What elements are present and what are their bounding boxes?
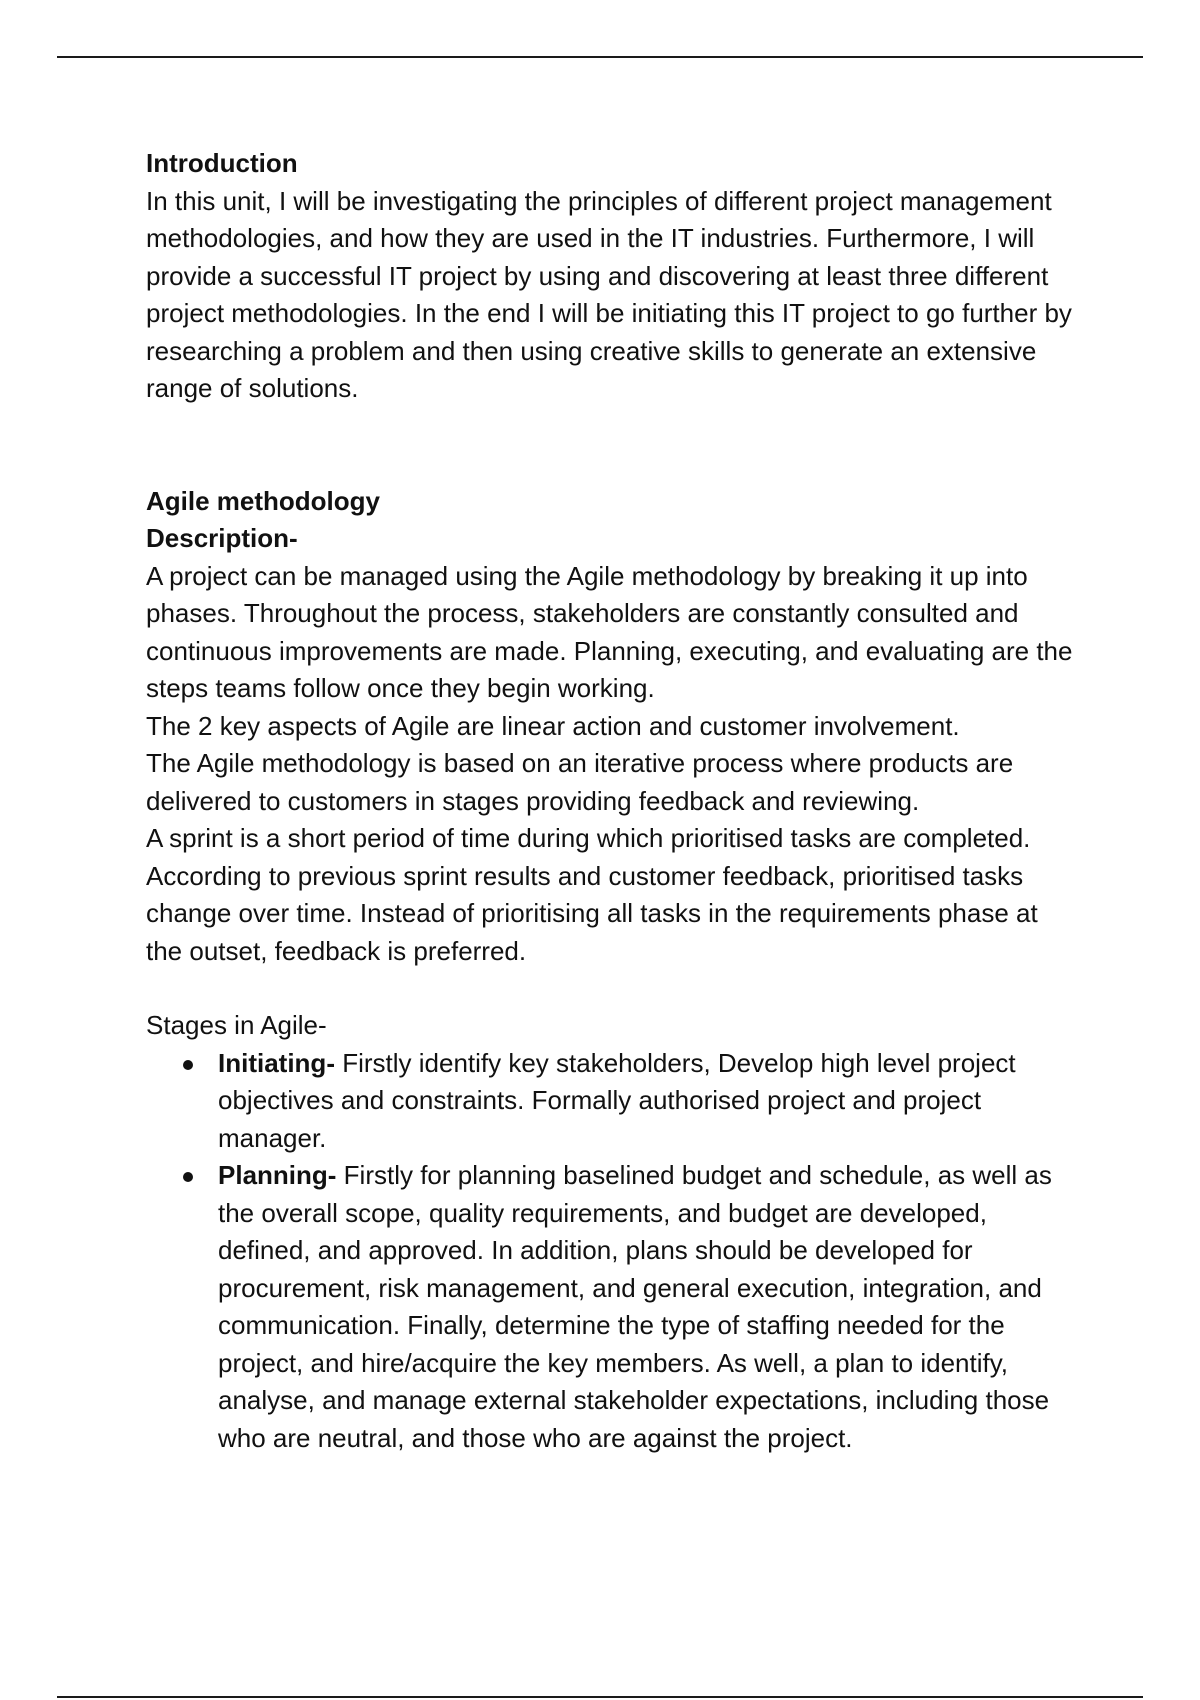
- description-paragraph-2: The 2 key aspects of Agile are linear action and customer involvement.: [146, 710, 960, 741]
- bullet-icon: [183, 1060, 193, 1070]
- list-item: [218, 1157, 1076, 1457]
- stage-text: Firstly for planning baselined budget and schedule, as well as the overall scope, quality requirements, and budget are developed, defined, and approved. In addition, plans should be developed for procurement, risk management, and general execution, integration, and communication. Finally, determine the type of staffing needed for the project, and hire/acquire the key members. As well, a plan to identify, analyse, and manage external stakeholder expectations, including those who are neutral, and those who are against the project.: [218, 1160, 1052, 1453]
- description-paragraph-4: A sprint is a short period of time during which prioritised tasks are completed. According to previous sprint results and customer feedback, prioritised tasks change over time. Instead of prioritising all tasks in the requirements phase at the outset, feedback is preferred.: [146, 823, 1038, 966]
- description-label: Description-: [146, 523, 298, 553]
- section-spacer: [146, 970, 1076, 1007]
- list-item: [218, 1045, 1076, 1158]
- agile-heading: Agile methodology: [146, 485, 380, 516]
- document-body: [146, 145, 1076, 1457]
- stages-label: Stages in Agile-: [146, 1010, 327, 1040]
- stages-list: [146, 1045, 1076, 1458]
- footer-rule: [57, 1696, 1143, 1698]
- stage-term: Initiating-: [218, 1047, 335, 1078]
- stage-text: Firstly identify key stakeholders, Develop high level project objectives and constraints. Formally authorised project and project manager.: [218, 1047, 1016, 1153]
- description-paragraph-1: A project can be managed using the Agile methodology by breaking it up into phases. Throughout the process, stakeholders are constantly consulted and continuous improvements are made. Planning, executing, and evaluating are the steps teams follow once they begin working.: [146, 560, 1073, 703]
- header-rule: [57, 56, 1143, 58]
- section-spacer: [146, 408, 1076, 483]
- bullet-icon: [183, 1172, 193, 1182]
- intro-heading: Introduction: [146, 148, 298, 178]
- stage-term: Planning-: [218, 1160, 337, 1190]
- description-paragraph-3: The Agile methodology is based on an iterative process where products are delivered to customers in stages providing feedback and reviewing.: [146, 748, 1014, 816]
- intro-paragraph: In this unit, I will be investigating the principles of different project management methodologies, and how they are used in the IT industries. Furthermore, I will provide a successful IT project by using and discovering at least three different project methodologies. In the end I will be initiating this IT project to go further by researching a problem and then using creative skills to generate an extensive range of solutions.: [146, 185, 1072, 403]
